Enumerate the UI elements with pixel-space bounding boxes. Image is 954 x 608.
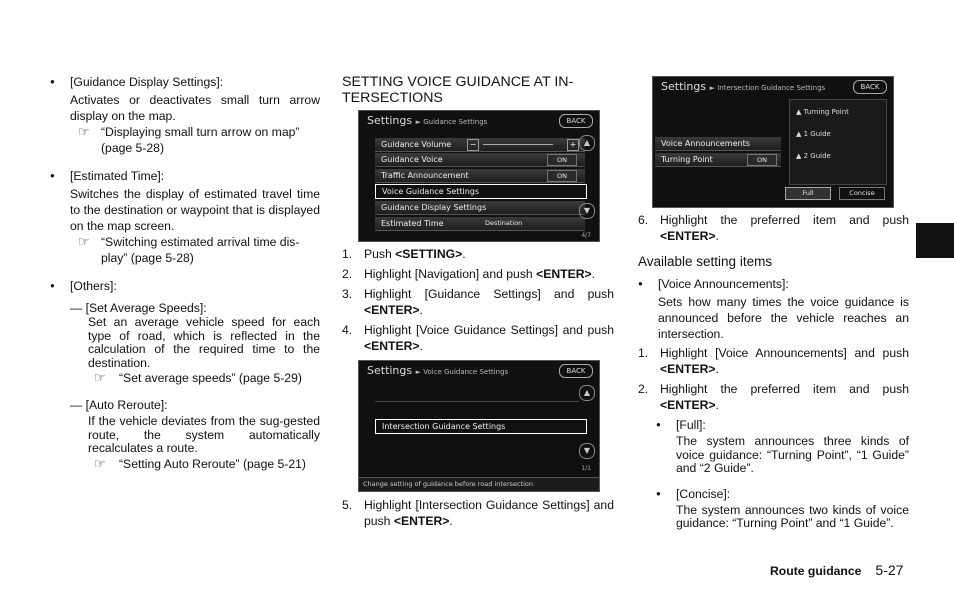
step-1: 1. Push <SETTING>. [342,247,466,261]
announcement-preview [789,99,887,185]
available-items [638,254,909,531]
status-bar: Change setting of guidance before road intersection [359,477,600,491]
auto-reroute-desc: If the vehicle deviates from the sug-gested route, the system automatically recalculates a route. [88,414,320,455]
preview-2-guide: ▲ 2 Guide [796,152,831,160]
page-indicator: 4/7 [581,232,591,239]
screen-title: Settings ► Guidance Settings [367,114,488,127]
screenshot-guidance-settings [358,110,600,242]
bullet-voice-announcements: ● [Voice Announcements]: [638,276,909,292]
menu-guidance-display-settings[interactable]: Guidance Display Settings [375,201,585,215]
footer-page-number: 5-27 [875,562,904,578]
scroll-down-icon[interactable]: ▼ [579,203,595,219]
average-speeds-desc: Set an average vehicle speed for each type of road, which is reflected in the calculation of the required time to the destination. [88,315,320,370]
page-footer [770,562,903,578]
menu-voice-guidance-settings[interactable]: Voice Guidance Settings [375,184,587,199]
bullet-guidance-display: ● [Guidance Display Settings]: [50,74,320,90]
va-step-2: 2. Highlight the preferred item and push <ENTER>. [638,382,909,412]
scroll-up-icon[interactable]: ▲ [579,385,595,401]
section-heading: SETTING VOICE GUIDANCE AT IN-TERSECTIONS [342,74,574,106]
menu-traffic-announcement[interactable]: Traffic Announcement ON [375,169,585,183]
back-button[interactable]: BACK [559,364,593,378]
destination-value: Destination [485,219,523,227]
scroll-down-icon[interactable]: ▼ [579,443,595,459]
menu-guidance-volume[interactable]: Guidance Volume − + [375,138,585,152]
ref-text: “Switching estimated arrival time dis-play” (page 5-28) [101,235,300,265]
menu-intersection-guidance-settings[interactable]: Intersection Guidance Settings [375,419,587,434]
step-5-block [342,497,614,533]
step-3: 3. Highlight [Guidance Settings] and push <ENTER>. [342,287,614,317]
ref-text: “Setting Auto Reroute” (page 5-21) [119,456,306,471]
ref-small-turn-arrow [78,124,320,156]
hand-pointer-icon: ☞ [78,124,90,139]
preview-1-guide: ▲ 1 Guide [796,130,831,138]
section-tab [916,223,954,258]
dash-average-speeds: — [Set Average Speeds]: [70,301,207,315]
voice-announcements-desc: Sets how many times the voice guidance is announced before the vehicle reaches an intersection. [658,295,909,341]
bullet-estimated-time: ● [Estimated Time]: [50,168,320,184]
full-option-button[interactable]: Full [785,187,831,200]
step-5: 5. Highlight [Intersection Guidance Settings] and push <ENTER>. [342,498,614,528]
menu-voice-announcements[interactable]: Voice Announcements [655,137,781,151]
middle-column [342,74,614,115]
scroll-up-icon[interactable]: ▲ [579,135,595,151]
on-indicator: ON [747,154,777,166]
left-column [50,74,320,472]
volume-plus-button[interactable]: + [567,139,579,151]
ref-text: “Set average speeds” (page 5-29) [119,371,302,385]
volume-slider[interactable] [483,144,553,145]
on-indicator: ON [547,170,577,182]
preview-turning-point: ▲ Turning Point [796,108,849,116]
step-6: 6. Highlight the preferred item and push <ENTER>. [638,213,909,243]
dash-auto-reroute: — [Auto Reroute]: [70,398,168,412]
step-6-block [638,212,909,248]
menu-guidance-voice[interactable]: Guidance Voice ON [375,153,585,167]
bullet-concise: ● [Concise]: [656,486,909,502]
screenshot-voice-guidance-settings [358,360,600,492]
bullet-full: ● [Full]: [656,417,909,433]
concise-option-button[interactable]: Concise [839,187,885,200]
volume-minus-button[interactable]: − [467,139,479,151]
ref-average-speeds [94,370,320,386]
bullet-others: ● [Others]: [50,278,320,294]
back-button[interactable]: BACK [559,114,593,128]
hand-pointer-icon: ☞ [94,455,106,471]
ref-text: “Displaying small turn arrow on map” (page 5-28) [101,125,300,155]
screen-title: Settings ► Voice Guidance Settings [367,364,509,377]
steps-1-4 [342,246,614,358]
ref-auto-reroute [94,456,320,472]
step-2: 2. Highlight [Navigation] and push <ENTER>. [342,267,596,281]
page-indicator: 1/1 [581,465,591,472]
back-button[interactable]: BACK [853,80,887,94]
hand-pointer-icon: ☞ [78,234,90,249]
on-indicator: ON [547,154,577,166]
guidance-display-desc: Activates or deactivates small turn arrow display on the map. [70,93,320,123]
screenshot-intersection-guidance [652,76,894,208]
footer-section: Route guidance [770,564,862,578]
menu-estimated-time[interactable]: Estimated Time Destination [375,217,585,231]
screen-title: Settings ► Intersection Guidance Settings [661,80,826,93]
va-step-1: 1. Highlight [Voice Announcements] and push <ENTER>. [638,346,909,376]
concise-desc: The system announces two kinds of voice guidance: “Turning Point” and “1 Guide”. [676,502,909,530]
ref-estimated-arrival [78,234,320,266]
full-desc: The system announces three kinds of voice guidance: “Turning Point”, “1 Guide” and “2 Guide”. [676,434,909,475]
step-4: 4. Highlight [Voice Guidance Settings] and push <ENTER>. [342,323,614,353]
menu-turning-point[interactable]: Turning Point ON [655,153,781,167]
hand-pointer-icon: ☞ [94,370,106,385]
estimated-time-desc: Switches the display of estimated travel time to the destination or waypoint that is displayed on the map screen. [70,187,320,233]
available-heading: Available setting items [638,254,773,269]
